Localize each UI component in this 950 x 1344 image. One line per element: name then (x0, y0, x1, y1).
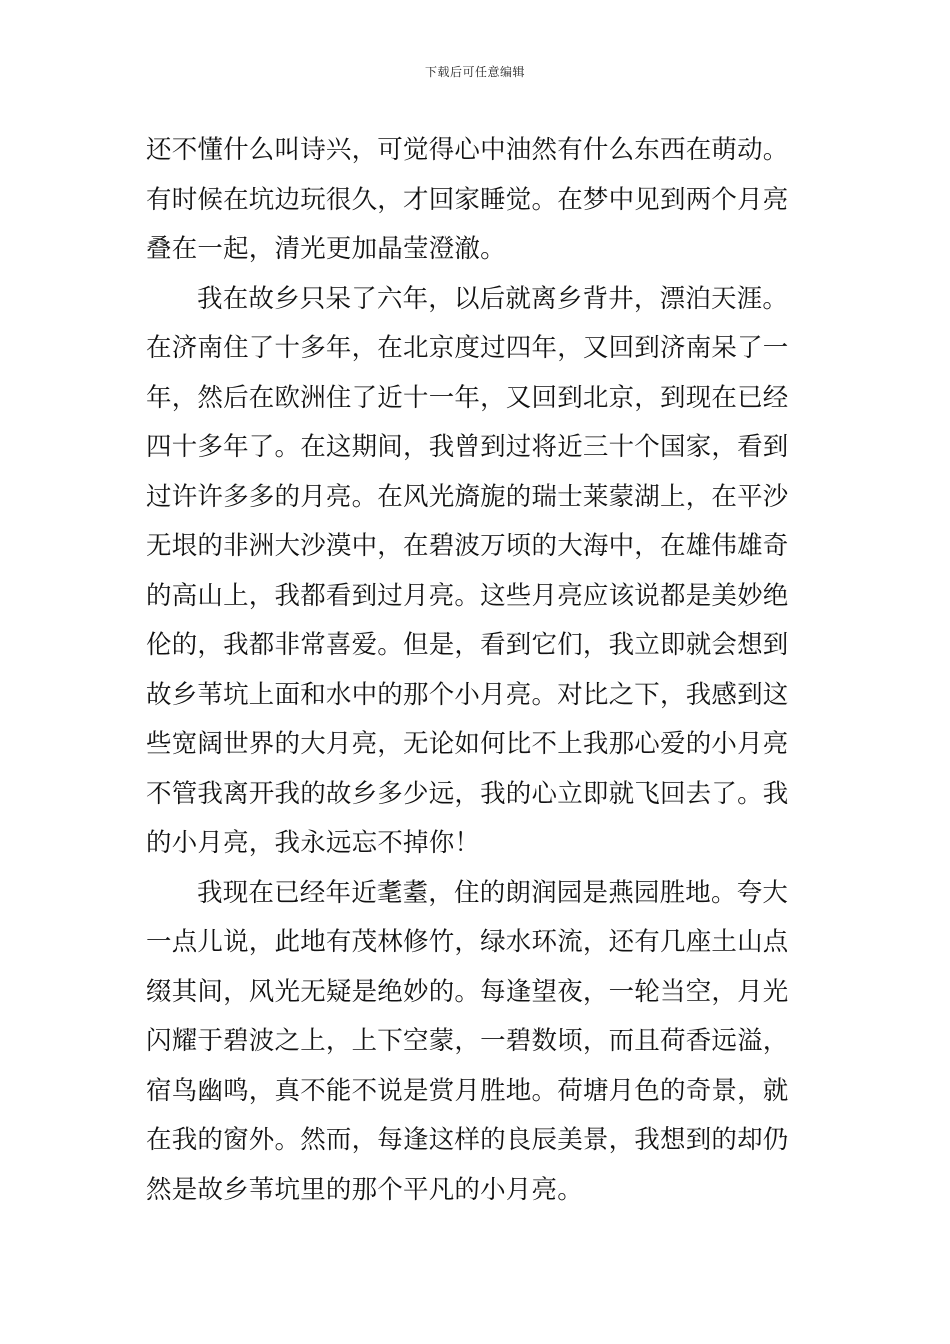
paragraph-3-line-4: 闪耀于碧波之上，上下空蒙，一碧数顷，而且荷香远溢， (146, 1026, 789, 1056)
paragraph-3-line-2: 一点儿说，此地有茂林修竹，绿水环流，还有几座土山点 (146, 927, 789, 957)
paragraph-1-line-2: 有时候在坑边玩很久，才回家睡觉。在梦中见到两个月亮 (146, 184, 789, 215)
paragraph-3-line-6: 在我的窗外。然而，每逢这样的良辰美景，我想到的却仍 (146, 1125, 789, 1155)
paragraph-3-line-1: 我现在已经年近耄耋，住的朗润园是燕园胜地。夸大 (197, 877, 789, 908)
paragraph-2-line-7: 的高山上，我都看到过月亮。这些月亮应该说都是美妙绝 (146, 580, 789, 611)
paragraph-2-line-2: 在济南住了十多年，在北京度过四年，又回到济南呆了一 (146, 333, 789, 363)
paragraph-2-line-1: 我在故乡只呆了六年，以后就离乡背井，漂泊天涯。 (197, 283, 789, 314)
paragraph-2-line-10: 些宽阔世界的大月亮，无论如何比不上我那心爱的小月亮 (146, 729, 789, 759)
document-body (146, 126, 806, 1215)
paragraph-2-line-9: 故乡苇坑上面和水中的那个小月亮。对比之下，我感到这 (146, 679, 789, 710)
paragraph-3-line-5: 宿鸟幽鸣，真不能不说是赏月胜地。荷塘月色的奇景，就 (146, 1075, 789, 1106)
paragraph-3-line-7: 然是故乡苇坑里的那个平凡的小月亮。 (146, 1174, 583, 1205)
page-header: 下载后可任意编辑 (424, 65, 525, 79)
paragraph-2-line-5: 过许许多多的月亮。在风光旖旎的瑞士莱蒙湖上，在平沙 (146, 481, 789, 512)
paragraph-2-line-8: 伦的，我都非常喜爱。但是，看到它们，我立即就会想到 (146, 630, 789, 660)
paragraph-2-line-6: 无垠的非洲大沙漠中，在碧波万顷的大海中，在雄伟雄奇 (146, 531, 789, 561)
paragraph-2-line-3: 年，然后在欧洲住了近十一年，又回到北京，到现在已经 (146, 382, 789, 413)
paragraph-1-line-1: 还不懂什么叫诗兴，可觉得心中油然有什么东西在萌动。 (146, 135, 789, 165)
paragraph-3-line-3: 缀其间，风光无疑是绝妙的。每逢望夜，一轮当空，月光 (146, 976, 789, 1007)
paragraph-2-line-4: 四十多年了。在这期间，我曾到过将近三十个国家，看到 (146, 432, 789, 462)
paragraph-2-line-11: 不管我离开我的故乡多少远，我的心立即就飞回去了。我 (146, 778, 789, 809)
paragraph-2-line-12: 的小月亮，我永远忘不掉你！ (146, 828, 481, 858)
paragraph-1-line-3: 叠在一起，清光更加晶莹澄澈。 (146, 234, 506, 264)
